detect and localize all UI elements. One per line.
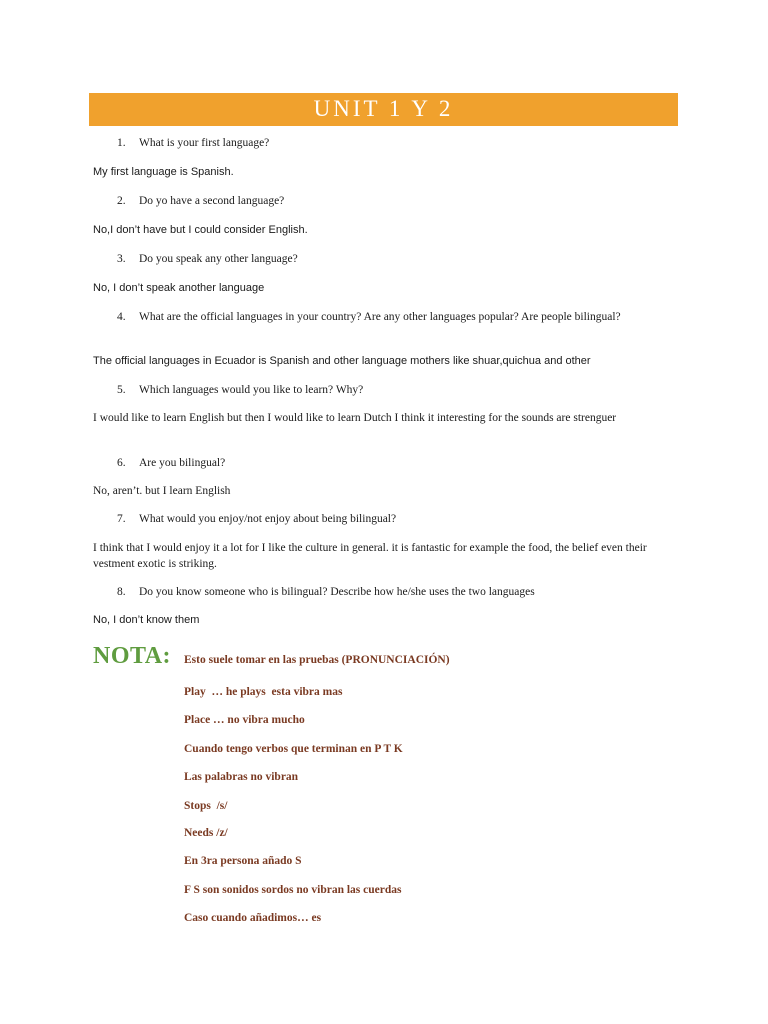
title-banner — [89, 93, 678, 126]
question-text: What are the official languages in your country? Are any other languages popular? Are people bilingual? — [139, 311, 621, 323]
question-number: 3. — [117, 253, 126, 265]
nota-item: Needs /z/ — [184, 827, 228, 839]
answer-6: No, aren’t. but I learn English — [93, 485, 231, 497]
nota-item: En 3ra persona añado S — [184, 855, 302, 867]
question-number: 4. — [117, 311, 126, 323]
answer-3: No, I don’t speak another language — [93, 282, 265, 294]
answer-4: The official languages in Ecuador is Spanish and other language mothers like shuar,quichua and other — [93, 355, 591, 367]
nota-item: Stops /s/ — [184, 800, 228, 812]
nota-item: F S son sonidos sordos no vibran las cuerdas — [184, 884, 402, 896]
question-number: 7. — [117, 513, 126, 525]
nota-item: Place … no vibra mucho — [184, 714, 305, 726]
answer-8: No, I don’t know them — [93, 614, 200, 626]
nota-subtitle: Esto suele tomar en las pruebas (PRONUNCIACIÓN) — [184, 654, 450, 666]
nota-item: Cuando tengo verbos que terminan en P T K — [184, 743, 403, 755]
question-text: Are you bilingual? — [139, 457, 226, 469]
question-text: Which languages would you like to learn? Why? — [139, 384, 364, 396]
answer-7: I think that I would enjoy it a lot for I like the culture in general. it is fantastic for example the food, the belief even their vestment exotic is striking. — [93, 542, 647, 570]
question-number: 5. — [117, 384, 126, 396]
question-number: 6. — [117, 457, 126, 469]
question-text: Do you know someone who is bilingual? Describe how he/she uses the two languages — [139, 586, 535, 598]
question-text: What is your first language? — [139, 137, 270, 149]
question-number: 8. — [117, 586, 126, 598]
question-number: 1. — [117, 137, 126, 149]
nota-item: Las palabras no vibran — [184, 771, 299, 783]
question-number: 2. — [117, 195, 126, 207]
answer-5: I would like to learn English but then I would like to learn Dutch I think it interesting for the sounds are strenguer — [93, 412, 617, 424]
question-text: What would you enjoy/not enjoy about being bilingual? — [139, 513, 397, 525]
nota-item: Caso cuando añadimos… es — [184, 912, 322, 924]
question-text: Do you speak any other language? — [139, 253, 298, 265]
answer-2: No,I don’t have but I could consider English. — [93, 224, 308, 236]
page-title: UNIT 1 Y 2 — [313, 96, 454, 121]
answer-1: My first language is Spanish. — [93, 166, 234, 178]
nota-label: NOTA: — [93, 643, 172, 669]
question-text: Do yo have a second language? — [139, 195, 285, 207]
nota-item: Play … he plays esta vibra mas — [184, 686, 343, 698]
